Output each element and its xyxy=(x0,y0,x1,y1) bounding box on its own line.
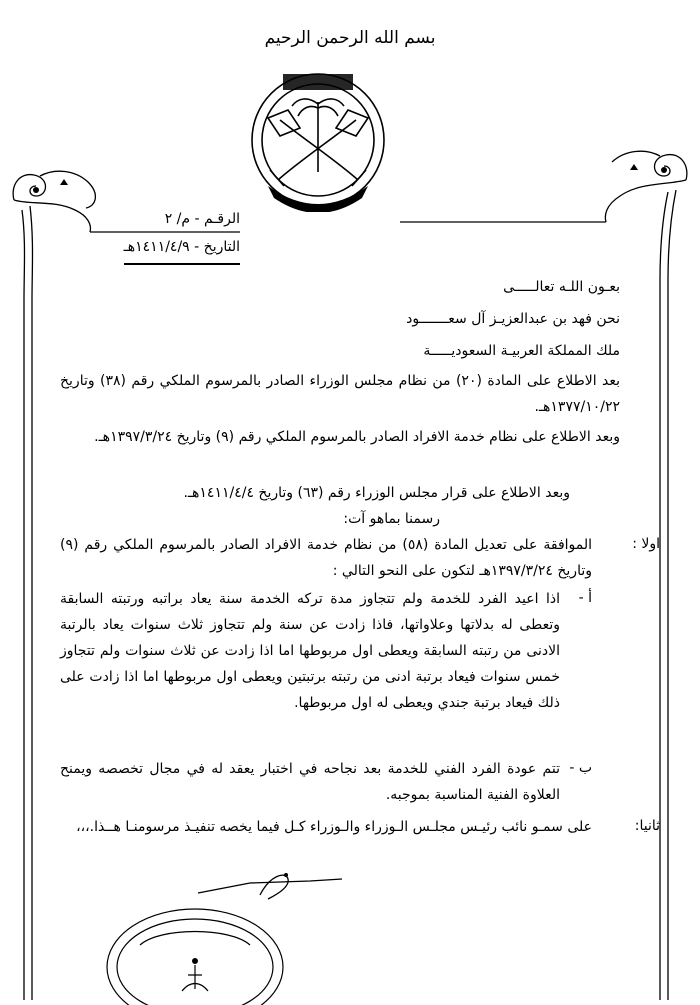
decree-intro: رسمنا بماهو آت: xyxy=(343,511,440,527)
basmala-heading: بسم الله الرحمن الرحيم xyxy=(264,28,436,48)
opening-line-1: بعـون اللـه تعالـــــى xyxy=(503,279,620,295)
reference-block xyxy=(40,205,240,265)
item-b-text: تتم عودة الفرد الفني للخدمة بعد نجاحه في اختبار يعقد له في مجال تخصصه ويمنح العلاوة الفنية المناسبة بموجبه. xyxy=(60,761,560,803)
opening-line-2: نحن فهد بن عبدالعزيـز آل سعـــــــود xyxy=(406,311,620,327)
preamble-paragraph-3: وبعد الاطلاع على قرار مجلس الوزراء رقم (٦٣) وتاريخ ١٤١١/٤/٤هـ. xyxy=(183,485,570,501)
article-two-text: على سمـو نائب رئيـس مجلـس الـوزراء والـوزراء كـل فيما يخصه تنفيـذ مرسومنـا هــذا.،،، xyxy=(76,819,592,835)
reference-date: التاريخ - ١٤١١/٤/٩هـ xyxy=(124,233,240,265)
reference-number: الرقـم - م/ ٢ xyxy=(164,211,240,227)
preamble-paragraph-1: بعد الاطلاع على المادة (٢٠) من نظام مجلس الوزراء الصادر بالمرسوم الملكي رقم (٣٨) وتاريخ ١٣٧٧/١٠/٢٢هـ. xyxy=(60,373,620,415)
item-a-label: أ - xyxy=(578,590,592,606)
article-one-label: اولا : xyxy=(632,536,660,552)
preamble-paragraph-2: وبعد الاطلاع على نظام خدمة الافراد الصادر بالمرسوم الملكي رقم (٩) وتاريخ ١٣٩٧/٣/٢٤هـ. xyxy=(94,429,620,445)
official-seal xyxy=(100,905,290,1005)
kingdom-emblem xyxy=(238,62,398,212)
article-two-label: ثانيا: xyxy=(634,818,660,834)
item-b-label: ب - xyxy=(569,760,592,776)
article-one-text: الموافقة على تعديل المادة (٥٨) من نظام خدمة الافراد الصادر بالمرسوم الملكي رقم (٩) وتاريخ ١٣٩٧/٣/٢٤هـ لتكون على النحو التالي : xyxy=(60,537,593,579)
item-a-text: اذا اعيد الفرد للخدمة ولم تتجاوز مدة تركه الخدمة سنة يعاد براتبه ورتبته السابقة وتعطى له بدلاتها وعلاواتها، فاذا زادت عن سنة ولم تتجاوز ثلاث سنوات يعاد بالرتبة الادنى من رتبته السابقة ويعطى اول مربوطها اما اذا زادت عن ثلاث سنوات ولم تتجاوز خمس سنوات فيعاد برتبة ادنى من رتبته برتبتين ويعطى اول مربوطها اما اذا زادت على ذلك فيعاد برتبة جندي ويعطى له اول مربوطها. xyxy=(60,591,560,711)
opening-line-3: ملك المملكة العربيـة السعوديـــــة xyxy=(423,343,620,359)
signature xyxy=(190,865,350,905)
